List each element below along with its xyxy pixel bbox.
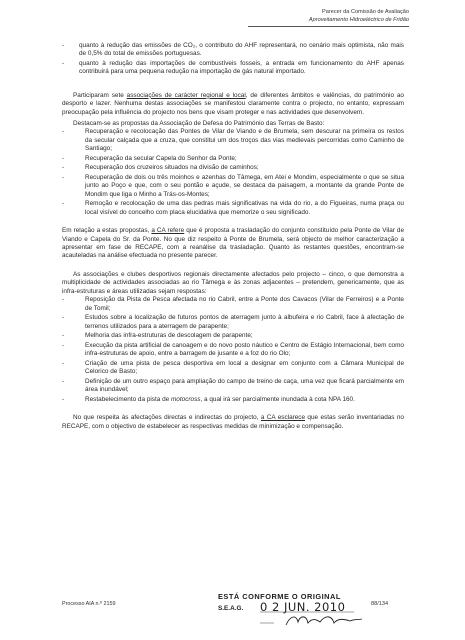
list-item: - quanto à redução das importações de combustíveis fosseis, a entrada em funcionamento do AHF apenas contribuirá para uma pequena redução na importação de gás natural importado.	[62, 60, 404, 77]
associations-paragraph: Participaram sete associações de carácter regional e local, de diferentes âmbitos e valências, do património ao desporto e lazer. Nenhuma destas associações se manifestou claramente contra o projecto, no entanto, expressam preocupação pela influência do projecto nos bens que visam proteger e nas actividades que desenvolvem.	[62, 91, 404, 116]
document-body	[62, 42, 404, 431]
list-item: - Reposição da Pista de Pesca afectada no rio Cabril, entre a Ponte dos Cavacos (Vilar de Ferreiros) e a Ponte de Tomil;	[62, 296, 404, 313]
header-commission: Parecer da Comissão de Avaliação	[322, 9, 409, 15]
conclusion-paragraph: No que respeita às afectações directas e indirectas do projecto, a CA esclarece que estas serão inventariadas no RECAPE, com o objectivo de estabelecer as respectivas medidas de minimização e compensação.	[62, 414, 404, 430]
list-item: - Definição de um outro espaço para ampliação do campo de treino de caça, uma vez que ficará parcialmente em área inundável;	[62, 378, 404, 395]
page-number: 88/134	[371, 601, 389, 607]
stamp-conforme-text: ESTÁ CONFORME O ORIGINAL	[218, 592, 341, 601]
header-rule	[248, 26, 409, 27]
list-item: - Recuperação da secular Capela do Senhor da Ponte;	[62, 155, 404, 163]
process-number: Processo AIA n.º 2159	[62, 601, 116, 607]
proposals-intro: Destacam-se as propostas da Associação de Defesa do Património das Terras de Basto:	[73, 120, 325, 128]
list-item: - Restabelecimento da pista de motocross, a qual irá ser parcialmente inundada à cota NPA 160.	[62, 396, 404, 404]
signature-icon	[216, 592, 371, 626]
list-item: - Melhoria das infra-estruturas de descolagem de parapente;	[62, 332, 404, 340]
list-item: - Remoção e recolocação de uma das pedras mais significativas na vida do rio, a do Figueiras, numa praça ou local visível do concelho com placa elucidativa que memorize o seu significado.	[62, 200, 404, 217]
sports-list	[62, 296, 404, 404]
emissions-list	[62, 42, 404, 77]
list-item: - Estudos sobre a localização de futuros pontos de aterragem junto à albufeira e rio Cabril, face à afectação de terrenos utilizados para a aterragem de parapente;	[62, 314, 404, 331]
sports-clubs-paragraph: As associações e clubes desportivos regionais directamente afectados pelo projecto – cinco, o que demonstra a multiplicidade de actividades associadas ao rio Tâmega e às zonas adjacentes – pretendem, genericamente, que as infra-estruturas e áreas utilizadas sejam respostas:	[62, 270, 404, 295]
proposals-list	[62, 128, 404, 217]
list-item: - Recuperação e recolocação das Pontes de Vilar de Viando e de Brumela, sem descurar na primeira os restos da secular calçada que a cruza, que constitui um dos troços das vias medievais percorridas como Caminho de Santiago;	[62, 128, 404, 153]
stamp-date: 0 2 JUN. 2010	[260, 600, 346, 614]
certification-stamp	[216, 592, 371, 626]
list-item: - Recuperação dos cruzeiros situados na divisão de caminhos;	[62, 164, 404, 172]
stamp-seag-text: S.E.A.G.	[218, 605, 244, 612]
header-project: Aproveitamento Hidroeléctrico de Fridão	[308, 17, 409, 23]
list-item: - Recuperação de dois ou três moinhos e azenhas do Tâmega, em Atei e Mondim, especialmente o que se situa junto ao Poço e que, com o seu pontão e açude, se destaca da paisagem, a montante da grande Ponte de Mondim que liga o Minho a Trás-os-Montes;	[62, 174, 404, 199]
ca-response-paragraph: Em relação a estas propostas, a CA refere que é proposta a trasladação do conjunto constituído pela Ponte de Vilar de Viando e Capela do Sr. da Ponte. No que diz respeito à Ponte de Brumela, será objecto de melhor caracterização a apresentar em fase de RECAPE, com a reanálise da trasladação. Quanto às restantes questões, encontram-se acauteladas na análise efectuada no presente parecer.	[62, 227, 405, 260]
page-header	[309, 8, 409, 24]
list-item: - quanto à redução das emissões de CO₂, o contributo do AHF representará, no cenário mais optimista, não mais de 0,5% do total de emissões portuguesas.	[62, 42, 404, 59]
list-item: - Execução da pista artificial de canoagem e do novo posto náutico e Centro de Estágio Internacional, bem como infra-estruturas de apoio, entre a barragem de jusante e a foz do rio Olo;	[62, 342, 404, 359]
list-item: - Criação de uma pista de pesca desportiva em local a designar em conjunto com a Câmara Municipal de Celorico de Basto;	[62, 360, 404, 377]
